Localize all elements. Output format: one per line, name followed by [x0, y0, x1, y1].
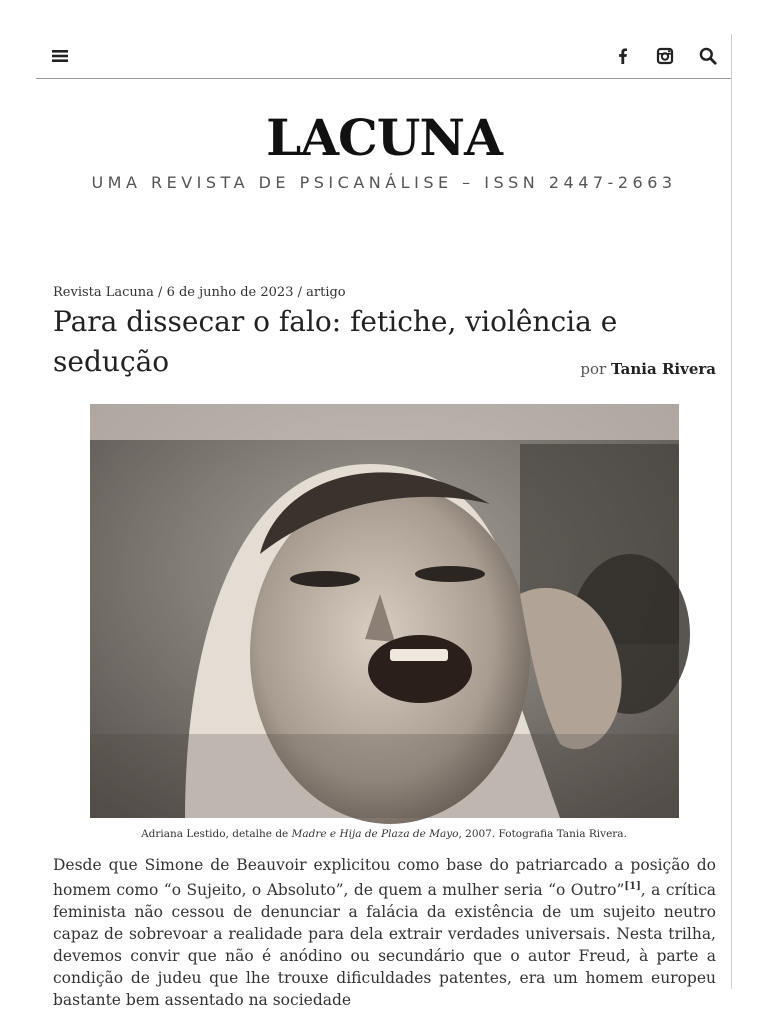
article-title: Para dissecar o falo: fetiche, violência e sedução — [53, 305, 618, 378]
meta-separator: / — [293, 285, 307, 300]
search-icon[interactable] — [698, 46, 718, 66]
facebook-icon[interactable] — [613, 46, 633, 66]
caption-work-title: Madre e Hija de Plaza de Mayo — [291, 828, 459, 840]
article-meta — [53, 285, 346, 300]
meta-date-link[interactable]: 6 de junho de 2023 — [166, 285, 294, 300]
author-link[interactable]: Tania Rivera — [610, 360, 716, 378]
caption-prefix: Adriana Lestido, detalhe de — [141, 828, 292, 840]
caption-suffix: , 2007. Fotografia Tania Rivera. — [458, 828, 627, 840]
menu-icon[interactable] — [50, 46, 70, 66]
footnote-link[interactable]: [1] — [624, 881, 641, 892]
site-logo[interactable]: LACUNA — [266, 108, 502, 167]
meta-source-link[interactable]: Revista Lacuna — [53, 285, 154, 300]
photo-caption — [0, 828, 768, 840]
article-body-paragraph — [53, 854, 716, 1010]
body-text-part2: , a crítica feminista não cessou de denunciar a falácia da existência de um sujeito neutro capaz de sobrevoar a realidade para dela extrair verdades universais. Nesta trilha, devemos convir que não é anódino ou secundário que o autor Freud, à parte a condição de judeu que lhe trouxe dificuldades patentes, era um homem europeu bastante bem assentado na sociedade — [53, 881, 716, 1010]
instagram-icon[interactable] — [655, 46, 675, 66]
meta-category-link[interactable]: artigo — [306, 285, 346, 300]
top-navigation-bar — [36, 34, 731, 79]
body-text-part1: Desde que Simone de Beauvoir explicitou como base do patriarcado a posição do homem como “o Sujeito, o Absoluto”, de quem a mulher seria “o Outro” — [53, 856, 716, 900]
site-tagline: UMA REVISTA DE PSICANÁLISE – ISSN 2447-2663 — [91, 173, 677, 192]
byline-prefix: por — [580, 360, 611, 378]
article-byline — [580, 360, 716, 378]
meta-separator: / — [153, 285, 167, 300]
featured-photo — [90, 404, 679, 818]
